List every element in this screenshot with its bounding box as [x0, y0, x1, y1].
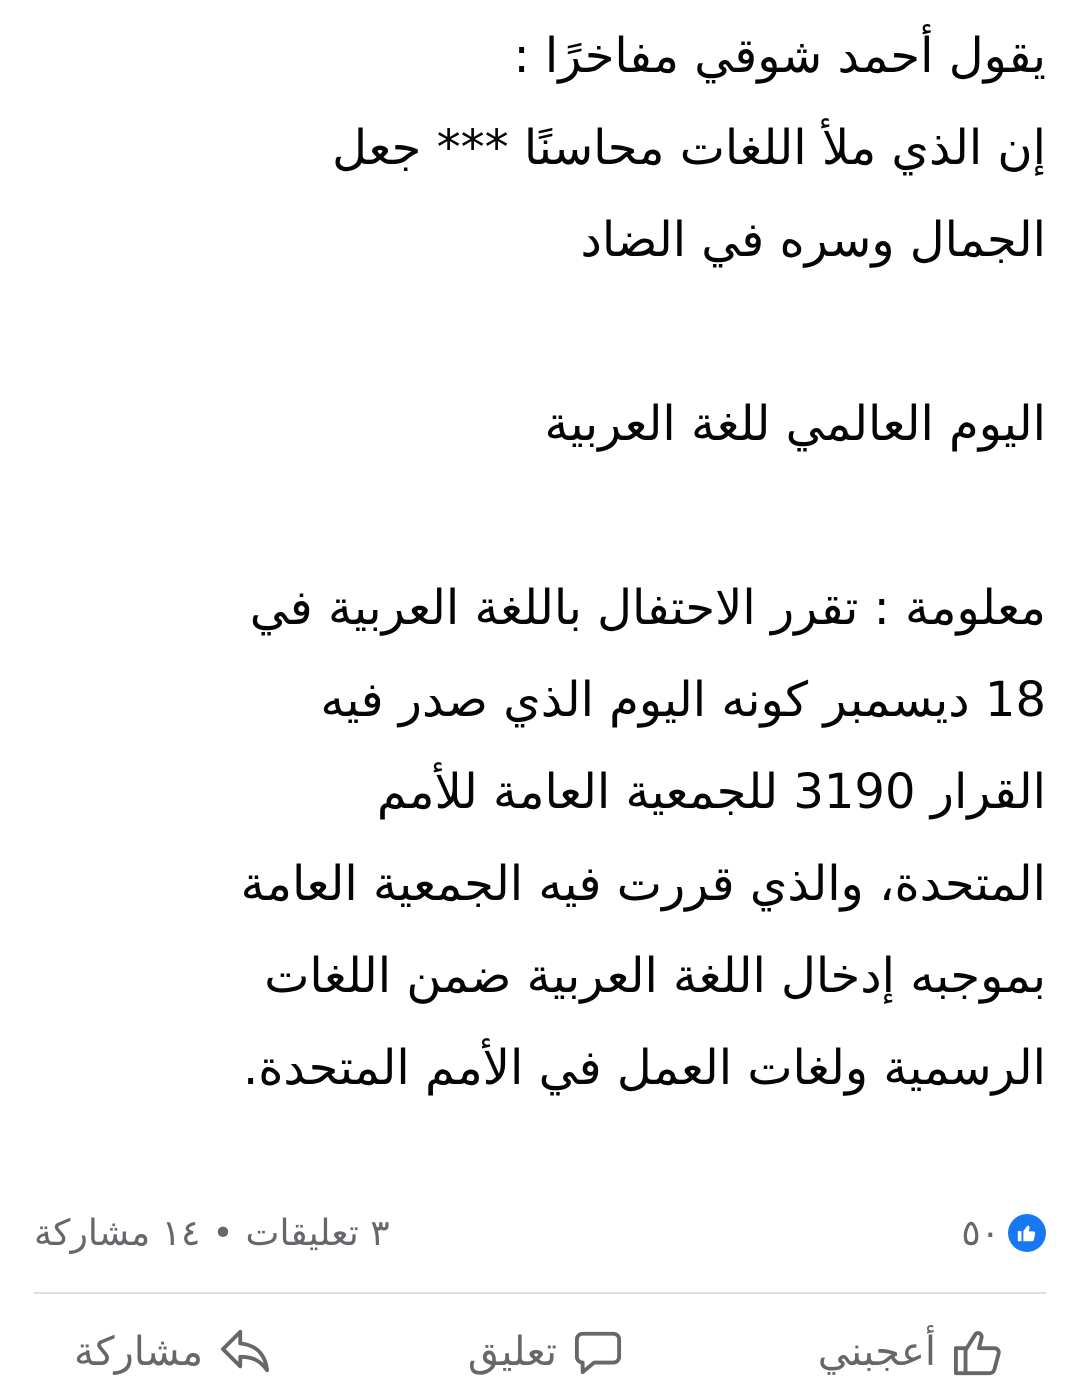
post-line: الرسمية ولغات العمل في الأمم المتحدة. [242, 1040, 1046, 1096]
share-label: مشاركة [74, 1329, 204, 1375]
post-line: الجمال وسره في الضاد [580, 212, 1046, 268]
post-line: بموجبه إدخال اللغة العربية ضمن اللغات [264, 948, 1046, 1004]
paragraph-gap [34, 470, 1046, 562]
separator-dot: • [212, 1212, 234, 1254]
post-stats [34, 1208, 1046, 1258]
reactions-count[interactable]: ٥٠ [961, 1212, 1000, 1254]
post-line: القرار 3190 للجمعية العامة للأمم [376, 764, 1046, 820]
share-button[interactable] [34, 1328, 313, 1376]
comment-button[interactable] [428, 1328, 663, 1376]
post-body [34, 10, 1046, 1114]
post-line: إن الذي ملأ اللغات محاسنًا *** جعل [332, 120, 1046, 176]
thumbs-up-icon [952, 1327, 1006, 1377]
post-line: المتحدة، والذي قررت فيه الجمعية العامة [240, 856, 1046, 912]
post-line: معلومة : تقرر الاحتفال باللغة العربية في [249, 580, 1046, 636]
like-button[interactable] [778, 1327, 1046, 1377]
post-actions [34, 1315, 1046, 1389]
shares-count[interactable]: ١٤ مشاركة [34, 1212, 201, 1254]
like-reaction-icon [1008, 1214, 1046, 1252]
post-line: اليوم العالمي للغة العربية [544, 396, 1046, 452]
comment-bubble-icon [573, 1328, 623, 1376]
comment-label: تعليق [467, 1329, 557, 1375]
comments-count[interactable]: ٣ تعليقات [245, 1212, 390, 1254]
paragraph-gap [34, 286, 1046, 378]
share-arrow-icon [219, 1328, 273, 1376]
engagement-counts[interactable] [34, 1213, 390, 1254]
reactions-summary[interactable] [961, 1213, 1046, 1254]
divider [34, 1292, 1046, 1294]
like-label: أعجبني [817, 1329, 936, 1375]
post-line: 18 ديسمبر كونه اليوم الذي صدر فيه [320, 672, 1046, 728]
post-line: يقول أحمد شوقي مفاخرًا : [513, 28, 1046, 84]
